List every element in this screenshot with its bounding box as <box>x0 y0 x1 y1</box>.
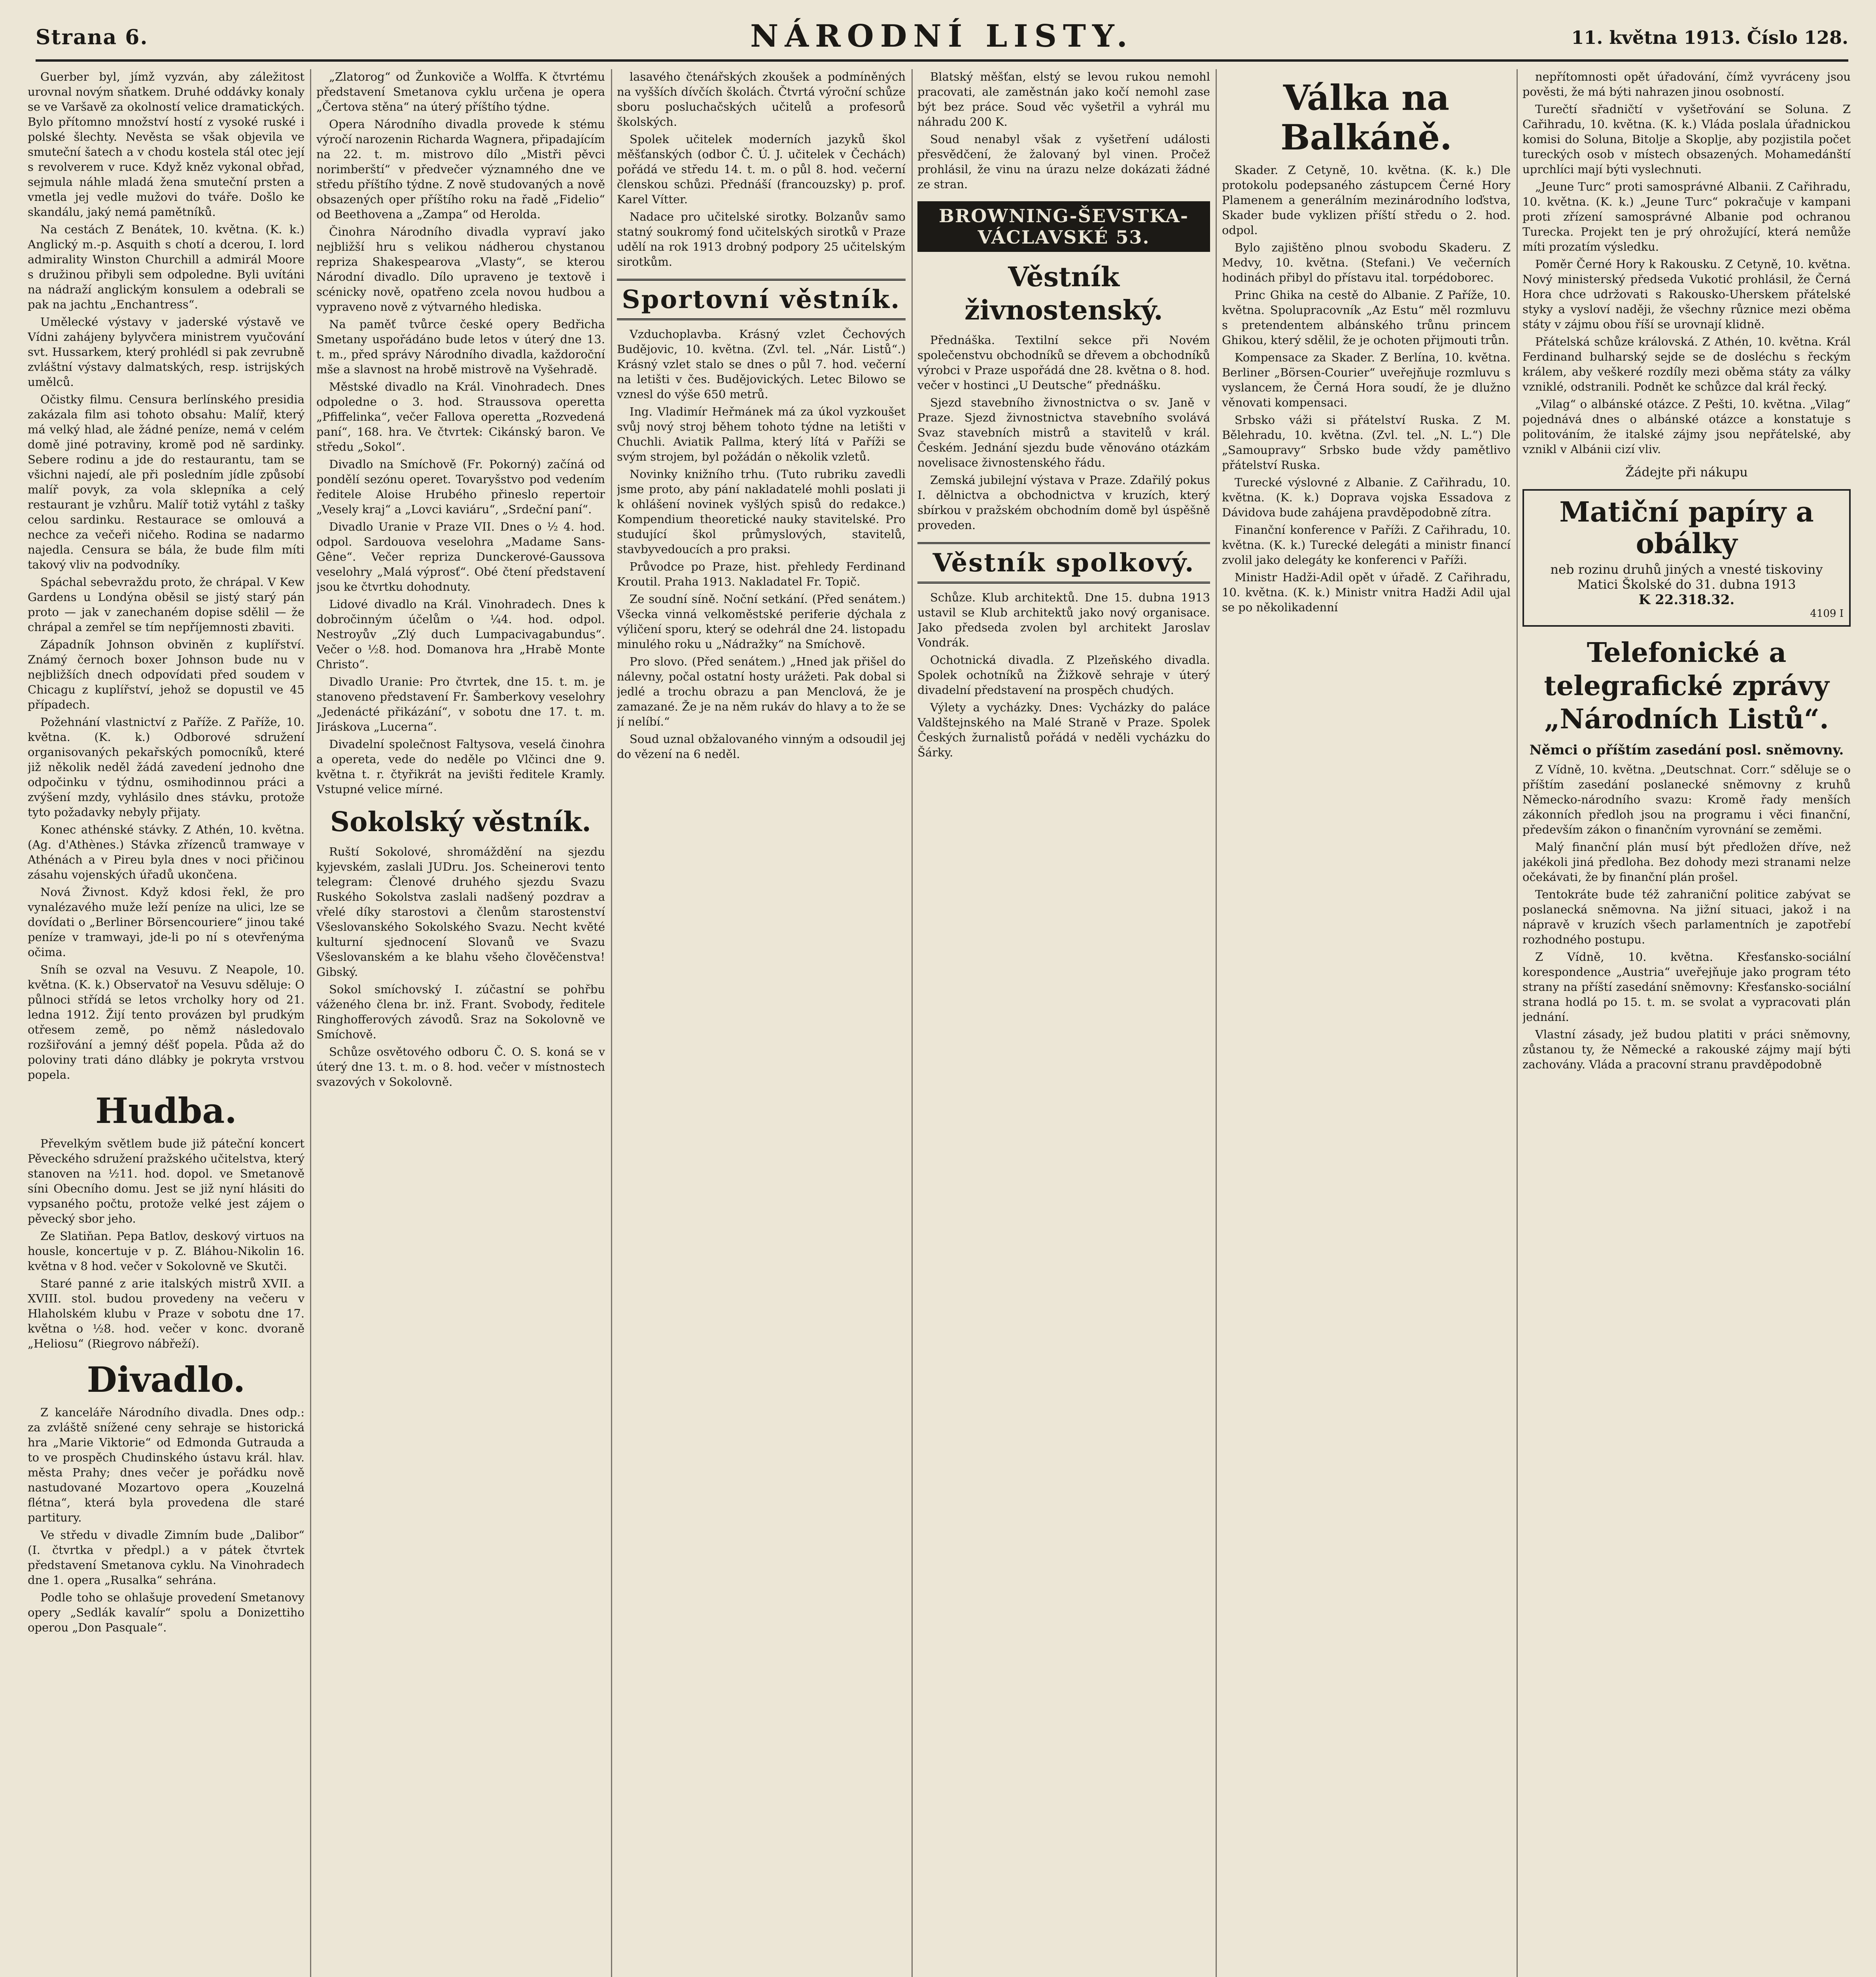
column-6 <box>1522 69 1851 1977</box>
article-paragraph: Guerber byl, jímž vyzván, aby záležitost urovnal novým sňatkem. Druhé oddávky konaly se ve Varšavě za okolností velice dramatických. Bylo přítomno množství hostí z vysoké ruské i polské šlechty. Nevěsta se však objevila ve smuteční šatech a v chodu kostela stál otec její s revolverem v ruce. Když kněz vykonal obřad, sejmula náhle mladá žena smuteční prsten a vmetla jej vedle mužovi do tváře. Došlo ke skandálu, jaký nemá pamětníků. <box>28 70 304 219</box>
section-heading-sport: Sportovní věstník. <box>617 279 906 320</box>
column-rule <box>1216 69 1217 1977</box>
article-paragraph: Turecké výslovné z Albanie. Z Cařihradu, 10. května. (K. k.) Doprava vojska Essadova z Dávidova bude zahájena pravděpodobně zítra. <box>1222 476 1511 519</box>
page-number: Strana 6. <box>36 25 148 49</box>
article-paragraph: Divadlo na Smíchově (Fr. Pokorný) začíná od pondělí sezónu operet. Tovaryšstvo pod vedením ředitele Aloise Hrubého přineslo repertoir „Vesely kraj“ a „Lovci kaviáru“, „Srdeční paní“. <box>316 457 605 516</box>
article-paragraph: Pro slovo. (Před senátem.) „Hned jak přišel do nálevny, počal ostatní hosty urážeti. Pak dobal si jedlé a trochu obrazu a pan Menclová, že je zamazané. Že je na něm rukáv do hlavy a to že se jí nelíbí.“ <box>617 655 906 728</box>
article-paragraph: Výlety a vycházky. Dnes: Vycházky do paláce Valdštejnského na Malé Straně v Praze. Spolek Českých žurnalistů pořádá v neděli vycházku do Šárky. <box>917 701 1210 759</box>
article-paragraph: Ochotnická divadla. Z Plzeňského divadla. Spolek ochotníků na Žižkově sehraje v úterý divadelní představení na prospěch chudých. <box>917 653 1210 697</box>
article-paragraph: Novinky knižního trhu. (Tuto rubriku zavedli jsme proto, aby pání nakladatelé mohli poslati ji k ohlášení novinek vyšlých spisů do redakce.) Kompendium theoretické nauky stavitelské. Pro studující škol průmyslových, stavitelů, stavbyvedoucích a pro praksi. <box>617 467 906 556</box>
article-paragraph: nepřítomnosti opět úřadování, čímž vyvráceny jsou pověsti, že má býti nahrazen jinou osobností. <box>1522 70 1851 98</box>
article-paragraph: Vlastní zásady, jež budou platiti v práci sněmovny, zůstanou ty, že Německé a rakouské zájmy mají býti zachovány. Vláda a pracovní stranu pravděpodobně <box>1522 1028 1851 1071</box>
article-paragraph: Očistky filmu. Censura berlínského presidia zakázala film asi tohoto obsahu: Malíř, který má velký hlad, ale žádné peníze, nemá v celém domě jiné potraviny, kromě pod ně sardinky. Sebere rodinu a jde do restaurantu, tam se všichni najedí, ale při posledním jídle způsobí malíř povyk, za vola sklepníka a celý restaurant je vzhůru. Malíř totiž vytáhl z tašky celou sardinku. Restaurace se omlouvá a nechce za večeři ničeho. Rodina se nadarmo najedla. Censura se bála, že bude film míti takový vliv na podvodníky. <box>28 393 304 571</box>
article-paragraph: Staré panné z arie italských mistrů XVII. a XVIII. stol. budou provedeny na večeru v Hlaholském klubu v Praze v sobotu dne 17. května o ½8. hod. večer v konc. dvoraně „Heliosu“ (Riegrovo nábřeží). <box>28 1277 304 1350</box>
article-paragraph: Přednáška. Textilní sekce při Novém společenstvu obchodníků se dřevem a obchodníků výrobci v Praze uspořádá dne 28. května o 8. hod. večer v hostinci „U Deutsche“ přednášku. <box>917 333 1210 392</box>
column-rule <box>912 69 913 1977</box>
issue-date: 11. května 1913. Číslo 128. <box>1571 27 1848 48</box>
column-5 <box>1222 69 1511 1977</box>
article-paragraph: Požehnání vlastnictví z Paříže. Z Paříže, 10. května. (K. k.) Odborové sdružení organisovaných pekařských pomocníků, které již několik neděl žádá zavedení jednoho dne odpočinku v týdnu, osmihodinnou práci a zvýšení mzdy, vyhlásilo dnes stávku, protože tyto požadavky nebyly přijaty. <box>28 715 304 819</box>
article-paragraph: Ruští Sokolové, shromáždění na sjezdu kyjevském, zaslali JUDru. Jos. Scheinerovi tento telegram: Členové druhého sjezdu Svazu Ruského Sokolstva zaslali nadšený pozdrav a vřelé díky starostovi a členům starostenství Všeslovanského Sokolského Svazu. Necht květé kulturní sjednocení Slovanů ve Svazu Všeslovanském a ke blahu všeho člověčenstva! Gibský. <box>316 845 605 979</box>
article-paragraph: Podle toho se ohlašuje provedení Smetanovy opery „Sedlák kavalír“ spolu a Donizettiho operou „Don Pasquale“. <box>28 1591 304 1634</box>
column-rule <box>310 69 311 1977</box>
article-paragraph: Spolek učitelek moderních jazyků škol měšťanských (odbor Č. Ú. J. učitelek v Čechách) pořádá ve středu 14. t. m. o půl 8. hod. večerní členskou schůzi. Přednáší (francouzsky) p. prof. Karel Vítter. <box>617 132 906 206</box>
article-paragraph: Spáchal sebevraždu proto, že chrápal. V Kew Gardens u Londýna oběsil se jistý starý pán proto — jak v zanechaném dopise sdělil — že chrápal a zemřel se tím nepříjemnosti zbaviti. <box>28 575 304 634</box>
article-paragraph: Soud uznal obžalovaného vinným a odsoudil jej do vězení na 6 neděl. <box>617 732 906 761</box>
article-paragraph: Soud nenabyl však z vyšetření události přesvědčení, že žalovaný byl vinen. Pročež prohlásil, že vinu na úrazu nelze dokázati žádné ze stran. <box>917 132 1210 191</box>
article-paragraph: Blatský měšťan, elstý se levou rukou nemohl pracovati, ale zaměstnán jako kočí nemohl zase být bez práce. Soud věc vyšetřil a vyhrál mu náhradu 200 K. <box>917 70 1210 129</box>
article-paragraph: Vzduchoplavba. Krásný vzlet Čechových Budějovic, 10. května. (Zvl. tel. „Nár. Listů“.) Krásný vzlet stalo se dnes o půl 7. hod. večerní na letišti v čes. Budějovických. Letec Bilowo se vznesl do výše 650 metrů. <box>617 327 906 401</box>
article-paragraph: Z Vídně, 10. května. „Deutschnat. Corr.“ sděluje se o příštím zasedání poslanecké sněmovny z kruhů Německo-národního svazu: Kromě řady menších zákonních předloh jsou na programu i věci finanční, především zákon o finančním vyrovnání se zeměmi. <box>1522 763 1851 836</box>
article-subheading: Němci o příštím zasedání posl. sněmovny. <box>1529 742 1844 758</box>
article-paragraph: „Jeune Turc“ proti samosprávné Albanii. Z Cařihradu, 10. května. (K. k.) „Jeune Turc“ pokračuje v kampani proti zřízení samosprávné Albanie pod ochranou Turecka. Projekt ten je prý ohrožující, která nemůže míti prozatím výsledku. <box>1522 180 1851 253</box>
article-paragraph: Z kanceláře Národního divadla. Dnes odp.: za zvláště snížené ceny sehraje se historická hra „Marie Viktorie“ od Edmonda Gutrauda a to ve prospěch Chudinského ústavu král. hlav. města Prahy; dnes večer je pořádku nově nastudované Mozartovo opera „Kouzelná flétna“, která byla provedena dle staré partitury. <box>28 1406 304 1524</box>
article-paragraph: Ze soudní síně. Noční setkání. (Před senátem.) Všecka vinná velkoměstské periferie dýchala z výličení sporu, který se odehrál dne 24. listopadu minulého roku u „Nádražky“ na Smíchově. <box>617 592 906 651</box>
section-heading-divadlo: Divadlo. <box>87 1359 246 1400</box>
article-paragraph: Finanční konference v Paříži. Z Cařihradu, 10. května. (K. k.) Turecké delegáti a ministr financí zvolil jako delegáty ke konferenci v Paříži. <box>1222 523 1511 567</box>
article-paragraph: Opera Národního divadla provede k stému výročí narozenin Richarda Wagnera, připadajícím na 22. t. m. mistrovo dílo „Mistři pěvci norimberští“ v předvečer významného dne ve středu příštího týdne. Z nově studovaných a nově obsazených oper příštího roku na řadě „Fidelio“ od Beethovena a „Zampa“ od Herolda. <box>316 117 605 221</box>
article-paragraph: Srbsko váži si přátelství Ruska. Z M. Bělehradu, 10. května. (Zvl. tel. „N. L.“) Dle „Samoupravy“ Srbsko bude vždy pamětlivo přátelství Ruska. <box>1222 413 1511 472</box>
article-paragraph: Divadlo Uranie v Praze VII. Dnes o ½ 4. hod. odpol. Sardouova veselohra „Madame Sans-Gêne“. Večer repriza Dunckerové-Gaussova veselohry „Malá výprosť“. Obé čtení představení jsou ke čtvrtku dohodnuty. <box>316 520 605 593</box>
article-paragraph: Tentokráte bude též zahraniční politice zabývat se poslanecká sněmovna. Na jižní situaci, jakož i na nápravě v kruzích všech parlamentních je zapotřebí rozhodného postupu. <box>1522 888 1851 946</box>
article-paragraph: lasavého čtenářských zkoušek a podmíněných na vyšších dívčích školách. Čtvrtá výroční schůze sboru posluchačských učitelů a profesorů školských. <box>617 70 906 129</box>
column-rule <box>611 69 612 1977</box>
column-1 <box>28 69 304 1977</box>
article-paragraph: Divadlo Uranie: Pro čtvrtek, dne 15. t. m. je stanoveno představení Fr. Šamberkovy veselohry „Jedenácté přikázání“, v sobotu dne 17. t. m. Jiráskova „Lucerna“. <box>316 675 605 733</box>
article-paragraph: „Zlatorog“ od Žunkoviče a Wolffa. K čtvrtému představení Smetanova cyklu určena je opera „Čertova stěna“ na úterý příštího týdne. <box>316 70 605 113</box>
article-paragraph: Ze Slatiňan. Pepa Batlov, deskový virtuos na housle, koncertuje v p. Z. Bláhou-Nikolin 16. května v 8 hod. večer v Sokolovně ve Skutči. <box>28 1229 304 1273</box>
article-paragraph: Převelkým světlem bude již páteční koncert Pěveckého sdružení pražského učitelstva, který stanoven na ½11. hod. dopol. ve Smetanově síni Obecního domu. Jest se již nyní hlásiti do vypsaného počtu, protože velké jest zájem o pěvecký sbor jeho. <box>28 1137 304 1225</box>
ad-reference: 4109 I <box>1810 608 1844 620</box>
article-paragraph: Činohra Národního divadla vypraví jako nejbližší hru s velikou nádherou chystanou repriza Shakespearova „Vlasty“, se kterou Národní divadlo. Dílo upraveno je textově i scénicky nově, opatřeno zcela novou hudbou a vypraveno nově z výtvarného hlediska. <box>316 225 605 314</box>
article-paragraph: Ve středu v divadle Zimním bude „Dalibor“ (I. čtvrtka v předpl.) a v pátek čtvrtek představení Smetanova cyklu. Na Vinohradech dne 1. opera „Rusalka“ sehrána. <box>28 1528 304 1587</box>
article-paragraph: Malý finanční plán musí být předložen dříve, než jakékoli jiná předloha. Bez dohody mezi stranami nelze očekávati, že by finanční plán prošel. <box>1522 840 1851 884</box>
article-paragraph: Schůze. Klub architektů. Dne 15. dubna 1913 ustavil se Klub architektů jako nový organisace. Jako předseda zvolen byl architekt Jaroslav Vondrák. <box>917 591 1210 649</box>
newspaper-title: NÁRODNÍ LISTY. <box>750 18 1134 54</box>
article-paragraph: Lidové divadlo na Král. Vinohradech. Dnes k dobročinným účelům o ¼4. hod. odpol. Nestroyův „Zlý duch Lumpacivagabundus“. Večer o ½8. hod. Domanova hra „Hrabě Monte Christo“. <box>316 597 605 671</box>
article-paragraph: Nová Živnost. Když kdosi řekl, že pro vynalézavého muže leží peníze na ulici, lze se dovídati o „Berliner Börsencouriere“ jinou také peníze v tramwayi, jde-li po ní s otevřenýma očima. <box>28 885 304 959</box>
article-paragraph: Na paměť tvůrce české opery Bedřicha Smetany uspořádáno bude letos v úterý dne 13. t. m., před správy Národního divadla, každoroční mše a slavnost na hrobě mistrově na Vyšehradě. <box>316 318 605 376</box>
article-paragraph: „Vilag“ o albánské otázce. Z Pešti, 10. května. „Vilag“ pojednává dnes o albánské otázce a konstatuje s politováním, že italské zájmy jsou nepřátelské, aby vznikl v Albánii cizí vliv. <box>1522 397 1851 456</box>
article-paragraph: Kompensace za Skader. Z Berlína, 10. května. Berliner „Börsen-Courier“ uveřejňuje rozmluvu s vyslancem, že Černá Hora soudí, že je dlužno věnovati kompensaci. <box>1222 351 1511 409</box>
article-paragraph: Turečtí sřadničtí v vyšetřování se Soluna. Z Cařihradu, 10. května. (K. k.) Vláda poslala úřadnickou komisi do Soluna, Bitolje a Skoplje, aby pozjistila počet tureckých osob v místech obsazených. Mohamedánští uprchlíci mají býti vyslechnuti. <box>1522 102 1851 176</box>
column-3 <box>617 69 906 1977</box>
section-heading-spolky: Věstník spolkový. <box>917 542 1210 584</box>
article-paragraph: Poměr Černé Hory k Rakousku. Z Cetyně, 10. května. Nový ministerský předseda Vukotić prohlásil, že Černá Hora chce udržovati s Rakousko-Uherskem přátelské styky a vysloví naději, že všechny různice mezi oběma státy v zájmu obou říší se urovnají klidně. <box>1522 257 1851 331</box>
article-paragraph: Ministr Hadži-Adil opět v úřadě. Z Cařihradu, 10. května. (K. k.) Ministr vnitra Hadži Adil ujal se po několikadenní <box>1222 571 1511 614</box>
article-paragraph: Schůze osvětového odboru Č. O. S. koná se v úterý dne 13. t. m. o 8. hod. večer v místnostech svazových v Sokolovně. <box>316 1045 605 1089</box>
ad-subtitle: neb rozinu druhů jiných a vnesté tiskoviny Matici Školské do 31. dubna 1913 <box>1550 562 1823 592</box>
article-paragraph: Z Vídně, 10. května. Křesťansko-sociální korespondence „Austria“ uveřejňuje jako program této strany na příští zasedání sněmovny: Křesťansko-sociální strana hodlá po 15. t. m. se svolat a vypracovati plán jednání. <box>1522 950 1851 1024</box>
section-heading-telefon: Telefonické a telegrafické zprávy „Národních Listů“. <box>1544 637 1829 735</box>
article-paragraph: Sokol smíchovský I. zúčastní se pohřbu váženého člena br. inž. Frant. Svobody, ředitele Ringhofferových závodů. Sraz na Sokolovně ve Smíchově. <box>316 983 605 1041</box>
article-paragraph: Nadace pro učitelské sirotky. Bolzanův samo statný soukromý fond učitelských sirotků v Praze udělí na rok 1913 drobný podpory 25 učitelským sirotkům. <box>617 210 906 268</box>
article-paragraph: Konec athénské stávky. Z Athén, 10. května. (Ag. d'Athènes.) Stávka zřízenců tramwaye v Athénách a v Pireu byla dnes v noci přičinou zásahu vojenských úřadů ukončena. <box>28 823 304 881</box>
advertisement-banner: BROWNING-ŠEVSTKA-VÁCLAVSKÉ 53. <box>917 201 1210 252</box>
article-paragraph: Zemská jubilejní výstava v Praze. Zdařilý pokus I. dělnictva a obchodnictva v kruzích, který sbírkou v pražském obchodním domě byl úspěšně proveden. <box>917 473 1210 532</box>
section-heading-zivnost: Věstník živnostenský. <box>964 261 1163 326</box>
article-paragraph: Přátelská schůze královská. Z Athén, 10. května. Král Ferdinand bulharský sejde se de dosléchu s řeckým králem, aby veškeré rozdíly mezi oběma státy za války vzniklé, odstranili. Podnět ke schůzce dal král řecký. <box>1522 335 1851 393</box>
article-paragraph: Bylo zajištěno plnou svobodu Skaderu. Z Medvy, 10. května. (Stefani.) Ve večerních hodinách přibyl do přístavu ital. torpédoborec. <box>1222 241 1511 284</box>
article-paragraph: Ing. Vladimír Heřmánek má za úkol vyzkoušet svůj nový stroj během tohoto týdne na letišti v Chuchli. Aviatik Pallma, který lítá v Paříži se svým strojem, byl požádán o několik vzletů. <box>617 405 906 463</box>
article-paragraph: Na cestách Z Benátek, 10. května. (K. k.) Anglický m.-p. Asquith s chotí a dcerou, I. lord admirality Winston Churchill a admirál Moore s družinou přibyli sem odpoledne. Byli uvítáni na nádraží anglickým konsulem a odebrali se pak na jachtu „Enchantress“. <box>28 223 304 311</box>
article-paragraph: Divadelní společnost Faltysova, veselá činohra a opereta, vede do neděle po Vlčinci dne 9. května t. r. čtyřikrát na jevišti ředitele Kramly. Vstupné velice mírné. <box>316 737 605 796</box>
article-paragraph: Umělecké výstavy v jaderské výstavě ve Vídni zahájeny bylyvčera ministrem vyučování svt. Hussarkem, který prohlédl si pak zevrubně zvláštní výstavy dalmatských, resp. istrijských umělců. <box>28 315 304 389</box>
ad-lead: Žádejte při nákupu <box>1625 465 1748 480</box>
article-paragraph: Sjezd stavebního živnostnictva o sv. Janě v Praze. Sjezd živnostnictva stavebního svolává Svaz stavebních mistrů a stavitelů v král. Českém. Jednání sjezdu bude věnováno otázkám novelisace živnostenského řádu. <box>917 396 1210 469</box>
section-heading-balkan: Válka na Balkáně. <box>1280 77 1452 158</box>
article-paragraph: Skader. Z Cetyně, 10. května. (K. k.) Dle protokolu podepsaného zástupcem Černé Hory Plamenem a generálním mezinárodního loďstva, Skader bude vyklizen příští středu o 2. hod. odpol. <box>1222 163 1511 237</box>
column-rule <box>1517 69 1518 1977</box>
article-paragraph: Průvodce po Praze, hist. přehledy Ferdinand Kroutil. Praha 1913. Nakladatel Fr. Topič. <box>617 560 906 588</box>
masthead <box>36 17 1848 62</box>
ad-price: K 22.318.32. <box>1638 592 1735 608</box>
article-paragraph: Západník Johnson obviněn z kuplířství. Známý černoch boxer Johnson bude nu v nejbližších dnech odpovídati před soudem v Chicagu z kuplířství, jehož se dopustil ve 45 případech. <box>28 638 304 711</box>
article-paragraph: Princ Ghika na cestě do Albanie. Z Paříže, 10. května. Spolupracovník „Az Estu“ měl rozmluvu s pretendentem albánského trůnu princem Ghikou, který sdělil, že je ochoten přijmouti trůn. <box>1222 288 1511 347</box>
section-heading-sokol: Sokolský věstník. <box>330 806 591 838</box>
article-paragraph: Městské divadlo na Král. Vinohradech. Dnes odpoledne o 3. hod. Straussova operetta „Pfiffelinka“, večer Fallova operetta „Rozvedená paní“, 168. hra. Ve čtvrtek: Cikánský baron. Ve středu „Sokol“. <box>316 380 605 454</box>
article-paragraph: Sníh se ozval na Vesuvu. Z Neapole, 10. května. (K. k.) Observatoř na Vesuvu sděluje: O půlnoci střídá se letos vrcholky hory od 21. ledna 1912. Žijí tento provázen byl prudkým otřesem země, po němž následovalo rozšiřování a jemný déšť popela. Půda až do poloviny trati dáno dlábky je pokryta vrstvou popela. <box>28 963 304 1081</box>
column-2 <box>316 69 605 1977</box>
column-4 <box>917 69 1210 1977</box>
section-heading-hudba: Hudba. <box>95 1090 237 1131</box>
ad-title: Matiční papíry a obálky <box>1559 495 1814 560</box>
matice-advertisement <box>1522 489 1851 627</box>
